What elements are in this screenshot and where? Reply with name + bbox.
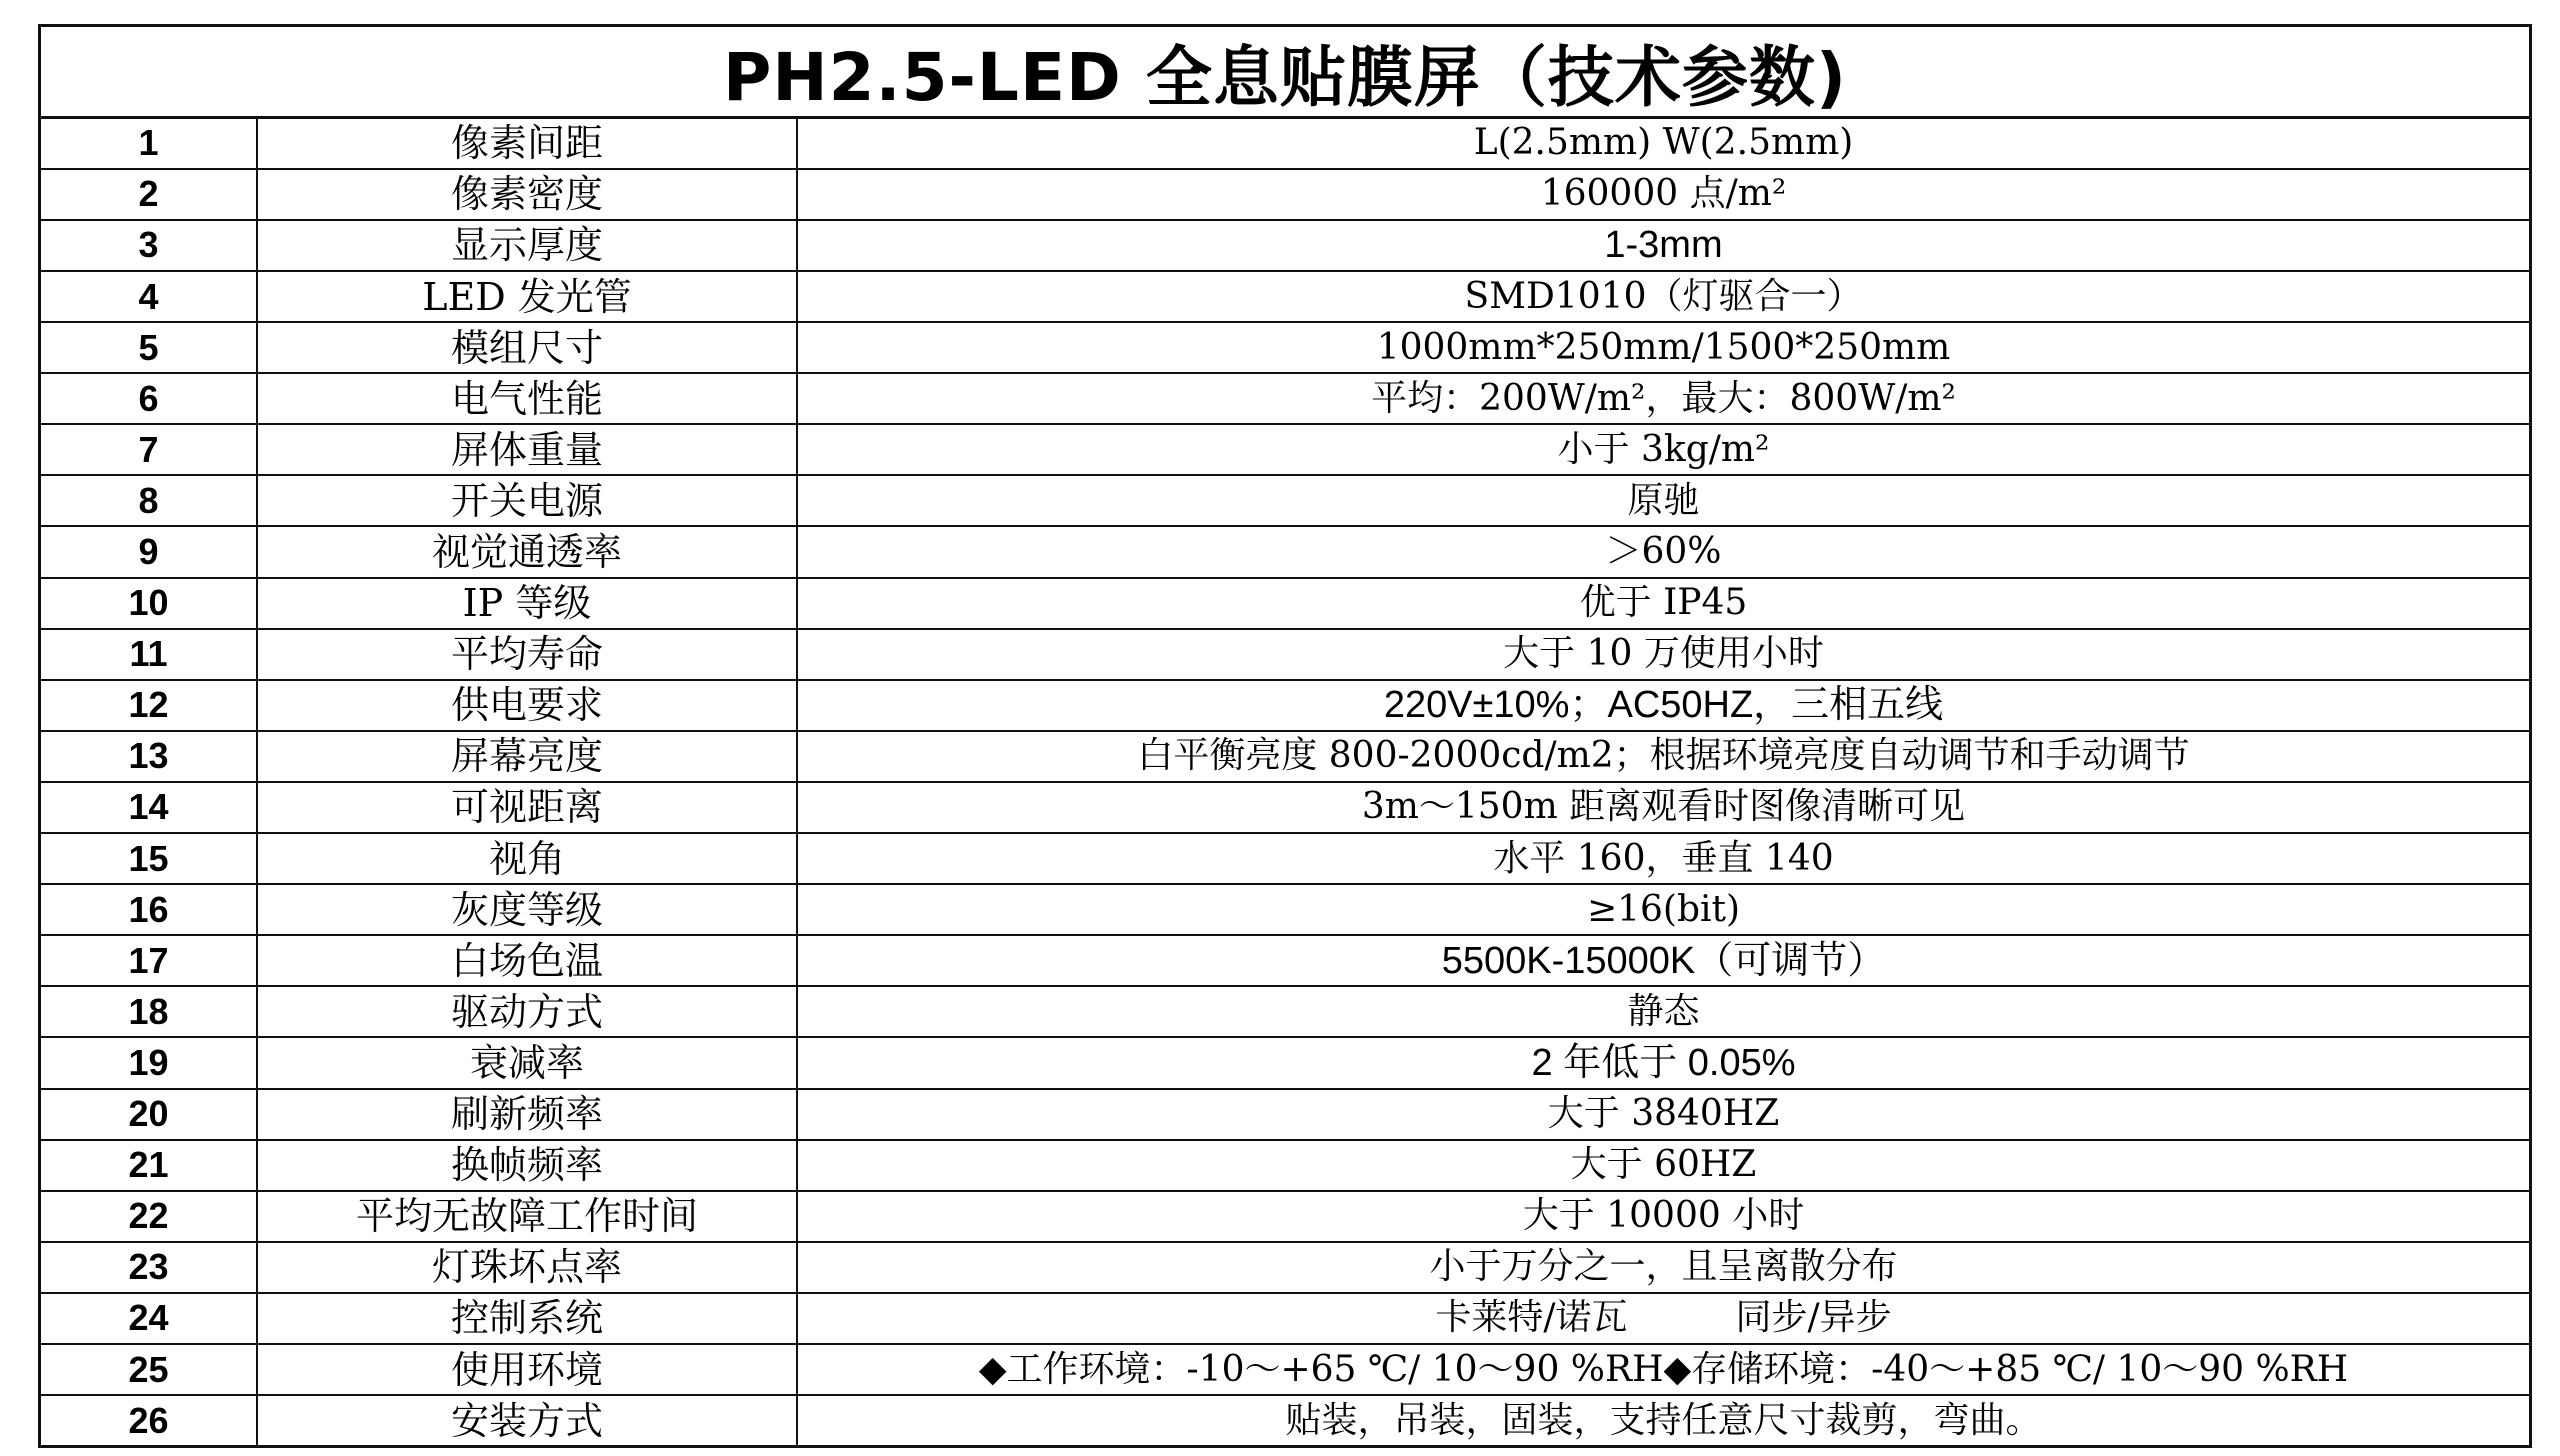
table-row: [41, 731, 2529, 782]
table-row: [41, 1089, 2529, 1140]
parameter-name: 灰度等级: [257, 884, 797, 935]
parameter-name: 电气性能: [257, 373, 797, 424]
row-number: 16: [41, 884, 257, 935]
table-row: [41, 1037, 2529, 1088]
table-row: [41, 680, 2529, 731]
table-row: [41, 782, 2529, 833]
parameter-name: 视角: [257, 833, 797, 884]
parameter-value: 小于万分之一，且呈离散分布: [797, 1242, 2529, 1293]
parameter-value: 优于 IP45: [797, 578, 2529, 629]
parameter-value: 卡莱特/诺瓦 同步/异步: [797, 1293, 2529, 1344]
parameter-value: 大于 10000 小时: [797, 1191, 2529, 1242]
parameter-value: 大于 60HZ: [797, 1140, 2529, 1191]
row-number: 18: [41, 986, 257, 1037]
parameter-value: 原驰: [797, 475, 2529, 526]
table-row: [41, 1344, 2529, 1395]
parameter-name: 白场色温: [257, 935, 797, 986]
table-row: [41, 526, 2529, 577]
parameter-value: 1000mm*250mm/1500*250mm: [797, 322, 2529, 373]
parameter-name: 像素密度: [257, 169, 797, 220]
row-number: 2: [41, 169, 257, 220]
parameter-name: 控制系统: [257, 1293, 797, 1344]
table-row: [41, 271, 2529, 322]
parameter-value: 白平衡亮度 800-2000cd/m2；根据环境亮度自动调节和手动调节: [797, 731, 2529, 782]
parameter-value: ＞60%: [797, 526, 2529, 577]
table-row: [41, 578, 2529, 629]
parameter-name: 换帧频率: [257, 1140, 797, 1191]
row-number: 22: [41, 1191, 257, 1242]
row-number: 13: [41, 731, 257, 782]
row-number: 11: [41, 629, 257, 680]
table-row: [41, 884, 2529, 935]
table-row: [41, 169, 2529, 220]
parameter-name: 平均无故障工作时间: [257, 1191, 797, 1242]
parameter-value: 5500K-15000K（可调节）: [797, 935, 2529, 986]
parameter-name: 像素间距: [257, 119, 797, 169]
parameter-name: 视觉通透率: [257, 526, 797, 577]
row-number: 19: [41, 1037, 257, 1088]
parameter-value: 小于 3kg/m²: [797, 424, 2529, 475]
row-number: 12: [41, 680, 257, 731]
row-number: 6: [41, 373, 257, 424]
table-row: [41, 1140, 2529, 1191]
table-row: [41, 1293, 2529, 1344]
row-number: 20: [41, 1089, 257, 1140]
table-row: [41, 373, 2529, 424]
parameter-value: 水平 160，垂直 140: [797, 833, 2529, 884]
parameter-value: ≥16(bit): [797, 884, 2529, 935]
parameter-value: 160000 点/m²: [797, 169, 2529, 220]
table-row: [41, 1395, 2529, 1445]
sheet-title: PH2.5-LED 全息贴膜屏（技术参数): [41, 27, 2529, 119]
parameter-name: 驱动方式: [257, 986, 797, 1037]
row-number: 26: [41, 1395, 257, 1445]
parameter-value: 大于 10 万使用小时: [797, 629, 2529, 680]
spec-table: [41, 119, 2529, 1445]
parameter-value: L(2.5mm) W(2.5mm): [797, 119, 2529, 169]
table-row: [41, 119, 2529, 169]
parameter-name: 屏体重量: [257, 424, 797, 475]
table-row: [41, 1242, 2529, 1293]
parameter-value: SMD1010（灯驱合一）: [797, 271, 2529, 322]
parameter-name: 模组尺寸: [257, 322, 797, 373]
table-row: [41, 629, 2529, 680]
parameter-name: LED 发光管: [257, 271, 797, 322]
row-number: 14: [41, 782, 257, 833]
table-row: [41, 935, 2529, 986]
table-row: [41, 475, 2529, 526]
parameter-value: 3m～150m 距离观看时图像清晰可见: [797, 782, 2529, 833]
row-number: 9: [41, 526, 257, 577]
table-row: [41, 220, 2529, 271]
parameter-name: 使用环境: [257, 1344, 797, 1395]
row-number: 23: [41, 1242, 257, 1293]
table-row: [41, 1191, 2529, 1242]
parameter-name: 可视距离: [257, 782, 797, 833]
parameter-name: 供电要求: [257, 680, 797, 731]
table-row: [41, 424, 2529, 475]
row-number: 4: [41, 271, 257, 322]
row-number: 15: [41, 833, 257, 884]
parameter-name: 刷新频率: [257, 1089, 797, 1140]
parameter-value: ◆工作环境：-10～+65 ℃/ 10～90 %RH◆存储环境：-40～+85 ℃/ 10～90 %RH: [797, 1344, 2529, 1395]
parameter-value: 1-3mm: [797, 220, 2529, 271]
row-number: 24: [41, 1293, 257, 1344]
row-number: 5: [41, 322, 257, 373]
parameter-value: 大于 3840HZ: [797, 1089, 2529, 1140]
parameter-name: 屏幕亮度: [257, 731, 797, 782]
row-number: 8: [41, 475, 257, 526]
parameter-name: 显示厚度: [257, 220, 797, 271]
row-number: 21: [41, 1140, 257, 1191]
row-number: 25: [41, 1344, 257, 1395]
parameter-value: 2 年低于 0.05%: [797, 1037, 2529, 1088]
row-number: 3: [41, 220, 257, 271]
parameter-name: 灯珠坏点率: [257, 1242, 797, 1293]
parameter-name: 安装方式: [257, 1395, 797, 1445]
parameter-value: 静态: [797, 986, 2529, 1037]
parameter-name: 平均寿命: [257, 629, 797, 680]
table-row: [41, 986, 2529, 1037]
parameter-value: 220V±10%；AC50HZ，三相五线: [797, 680, 2529, 731]
parameter-name: 衰减率: [257, 1037, 797, 1088]
table-row: [41, 833, 2529, 884]
table-row: [41, 322, 2529, 373]
row-number: 1: [41, 119, 257, 169]
spec-sheet: [38, 24, 2532, 1448]
parameter-name: 开关电源: [257, 475, 797, 526]
spec-table-body: [41, 119, 2529, 1445]
row-number: 7: [41, 424, 257, 475]
row-number: 17: [41, 935, 257, 986]
parameter-value: 平均：200W/m²，最大：800W/m²: [797, 373, 2529, 424]
row-number: 10: [41, 578, 257, 629]
parameter-name: IP 等级: [257, 578, 797, 629]
parameter-value: 贴装，吊装，固装，支持任意尺寸裁剪，弯曲。: [797, 1395, 2529, 1445]
